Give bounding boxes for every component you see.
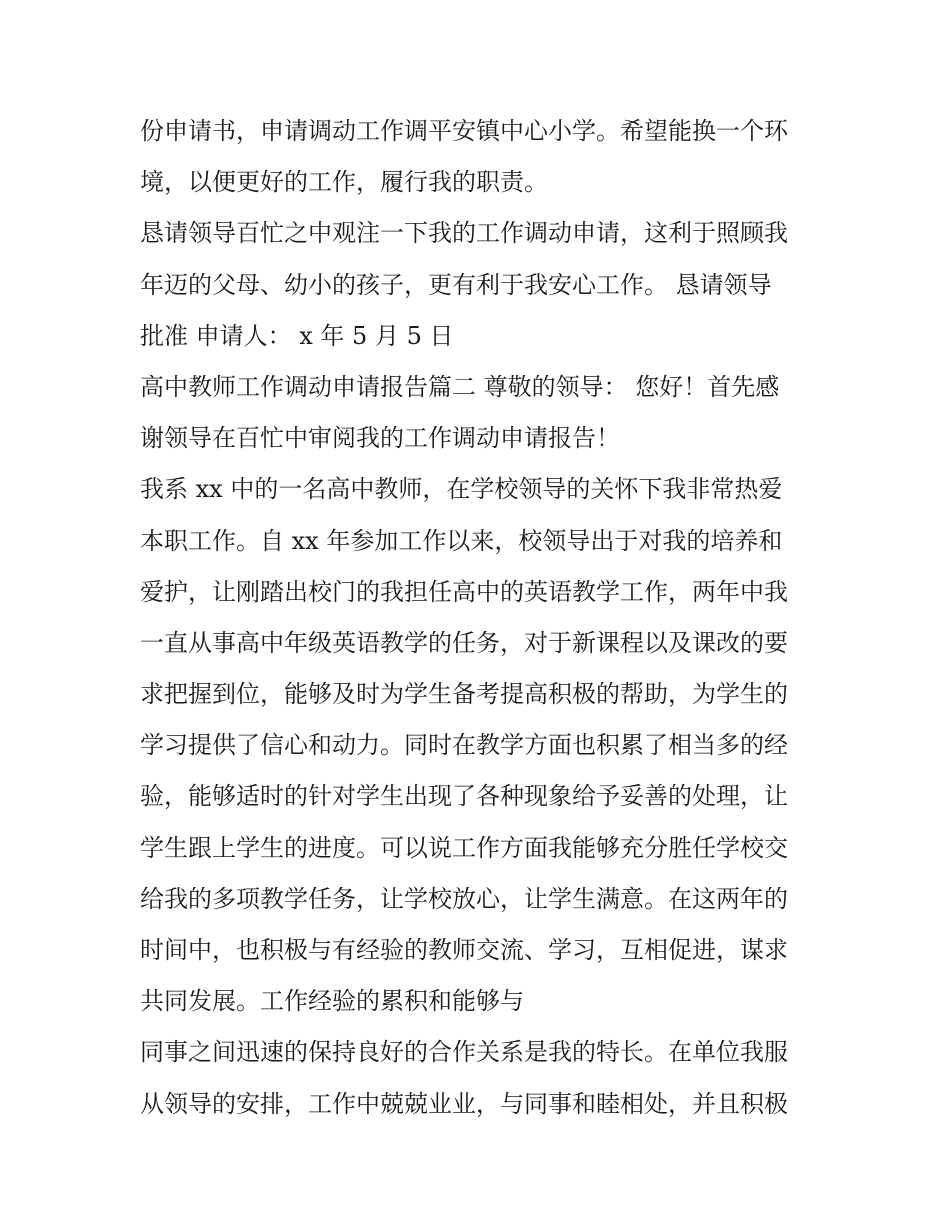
text-line: 给我的多项教学任务，让学校放心，让学生满意。在这两年的 [140,884,788,913]
text-line: 同事之间迅速的保持良好的合作关系是我的特长。在单位我服 [140,1038,788,1067]
text-line: 学习提供了信心和动力。同时在教学方面也积累了相当多的经 [140,731,788,760]
text-line: 共同发展。工作经验的累积和能够与 [140,987,524,1016]
text-line: 本职工作。自 xx 年参加工作以来，校领导出于对我的培养和 [140,526,783,555]
text-line: 一直从事高中年级英语教学的任务，对于新课程以及课改的要 [140,628,788,657]
text-line: 我系 xx 中的一名高中教师，在学校领导的关怀下我非常热爱 [140,475,783,504]
text-line: 从领导的安排，工作中兢兢业业，与同事和睦相处，并且积极 [140,1089,788,1118]
text-line: 境，以便更好的工作，履行我的职责。 [140,168,548,197]
text-line: 爱护，让刚踏出校门的我担任高中的英语教学工作，两年中我 [140,577,788,606]
text-line: 份申请书，申请调动工作调平安镇中心小学。希望能换一个环 [140,117,788,145]
text-line: 谢领导在百忙中审阅我的工作调动申请报告！ [140,424,620,453]
text-line: 求把握到位，能够及时为学生备考提高积极的帮助，为学生的 [140,680,788,709]
text-line: 高中教师工作调动申请报告篇二 尊敬的领导： 您好！首先感 [140,372,780,401]
text-line: 学生跟上学生的进度。可以说工作方面我能够充分胜任学校交 [140,833,788,862]
text-line: 恳请领导百忙之中观注一下我的工作调动申请，这利于照顾我 [140,219,788,248]
document-body [140,106,820,1130]
text-line: 验，能够适时的针对学生出现了各种现象给予妥善的处理，让 [140,782,788,811]
text-line: 批准 申请人： x 年 5 月 5 日 [140,321,454,350]
text-line: 年迈的父母、幼小的孩子，更有利于我安心工作。 恳请领导 [140,270,772,299]
text-line: 时间中，也积极与有经验的教师交流、学习，互相促进，谋求 [140,936,788,964]
